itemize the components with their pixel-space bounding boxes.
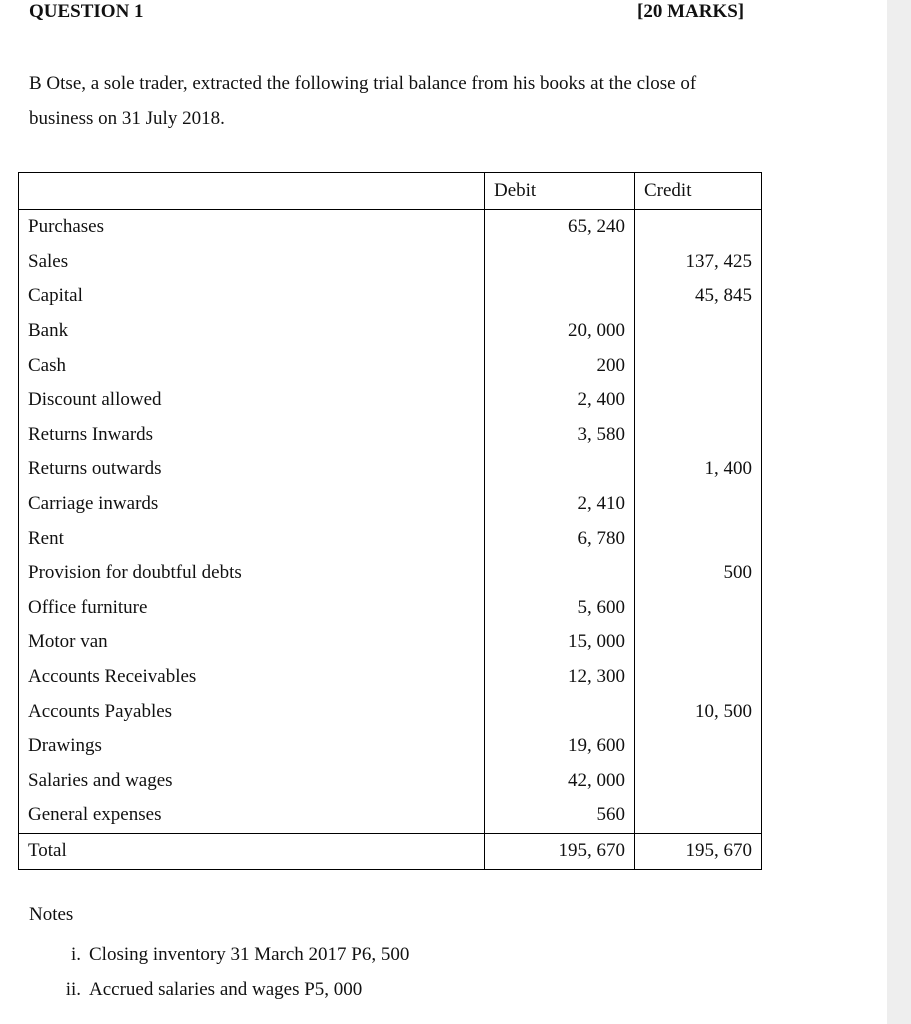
- table-row: [19, 452, 762, 487]
- credit-value: [635, 729, 762, 764]
- table-row: [19, 591, 762, 626]
- account-name: Carriage inwards: [19, 487, 485, 522]
- credit-value: 1, 400: [635, 452, 762, 487]
- question-title: QUESTION 1: [29, 1, 144, 22]
- intro-line-2: business on 31 July 2018.: [29, 108, 225, 129]
- debit-value: 200: [485, 348, 635, 383]
- table-row: [19, 418, 762, 453]
- total-row: [19, 833, 762, 869]
- account-name: Salaries and wages: [19, 764, 485, 799]
- debit-value: [485, 279, 635, 314]
- account-name: Motor van: [19, 625, 485, 660]
- table-row: [19, 694, 762, 729]
- debit-value: [485, 556, 635, 591]
- table-row: [19, 487, 762, 522]
- table-row: [19, 348, 762, 383]
- question-marks: [20 MARKS]: [637, 1, 745, 22]
- note-text: Accrued salaries and wages P5, 000: [89, 979, 363, 1000]
- debit-value: 560: [485, 798, 635, 833]
- credit-value: [635, 764, 762, 799]
- notes-heading: Notes: [29, 904, 74, 925]
- header-credit: Credit: [635, 173, 762, 210]
- account-name: Provision for doubtful debts: [19, 556, 485, 591]
- credit-value: [635, 210, 762, 245]
- debit-value: 6, 780: [485, 521, 635, 556]
- credit-value: [635, 487, 762, 522]
- debit-value: 65, 240: [485, 210, 635, 245]
- account-name: Discount allowed: [19, 383, 485, 418]
- table-row: [19, 314, 762, 349]
- debit-value: 2, 400: [485, 383, 635, 418]
- total-credit: 195, 670: [635, 833, 762, 869]
- credit-value: [635, 348, 762, 383]
- note-text: Closing inventory 31 March 2017 P6, 500: [89, 944, 410, 965]
- debit-value: [485, 694, 635, 729]
- credit-value: 45, 845: [635, 279, 762, 314]
- account-name: Accounts Receivables: [19, 660, 485, 695]
- header-account: [19, 173, 485, 210]
- table-row: [19, 660, 762, 695]
- debit-value: 19, 600: [485, 729, 635, 764]
- debit-value: [485, 452, 635, 487]
- debit-value: 42, 000: [485, 764, 635, 799]
- trial-balance-table: [18, 172, 762, 870]
- account-name: Returns Inwards: [19, 418, 485, 453]
- table-row: [19, 245, 762, 280]
- credit-value: [635, 660, 762, 695]
- intro-paragraph: [29, 66, 789, 136]
- account-name: Office furniture: [19, 591, 485, 626]
- table-row: [19, 764, 762, 799]
- account-name: General expenses: [19, 798, 485, 833]
- credit-value: [635, 798, 762, 833]
- note-number: i.: [70, 944, 81, 965]
- account-name: Drawings: [19, 729, 485, 764]
- credit-value: 500: [635, 556, 762, 591]
- total-label: Total: [19, 833, 485, 869]
- account-name: Purchases: [19, 210, 485, 245]
- table-row: [19, 279, 762, 314]
- table-row: [19, 625, 762, 660]
- credit-value: [635, 418, 762, 453]
- account-name: Rent: [19, 521, 485, 556]
- account-name: Sales: [19, 245, 485, 280]
- account-name: Accounts Payables: [19, 694, 485, 729]
- credit-value: 10, 500: [635, 694, 762, 729]
- table-row: [19, 798, 762, 833]
- debit-value: 5, 600: [485, 591, 635, 626]
- table-row: [19, 383, 762, 418]
- account-name: Capital: [19, 279, 485, 314]
- debit-value: 15, 000: [485, 625, 635, 660]
- debit-value: 20, 000: [485, 314, 635, 349]
- page-margin-strip: [887, 0, 911, 1024]
- table-row: [19, 729, 762, 764]
- intro-line-1: B Otse, a sole trader, extracted the following trial balance from his books at the close of: [29, 73, 697, 94]
- table-header-row: [19, 173, 762, 210]
- credit-value: 137, 425: [635, 245, 762, 280]
- table-row: [19, 210, 762, 245]
- account-name: Bank: [19, 314, 485, 349]
- debit-value: 3, 580: [485, 418, 635, 453]
- credit-value: [635, 625, 762, 660]
- header-debit: Debit: [485, 173, 635, 210]
- credit-value: [635, 314, 762, 349]
- debit-value: [485, 245, 635, 280]
- credit-value: [635, 591, 762, 626]
- debit-value: 2, 410: [485, 487, 635, 522]
- debit-value: 12, 300: [485, 660, 635, 695]
- credit-value: [635, 521, 762, 556]
- table-row: [19, 556, 762, 591]
- total-debit: 195, 670: [485, 833, 635, 869]
- note-number: ii.: [65, 979, 81, 1000]
- table-row: [19, 521, 762, 556]
- credit-value: [635, 383, 762, 418]
- account-name: Cash: [19, 348, 485, 383]
- account-name: Returns outwards: [19, 452, 485, 487]
